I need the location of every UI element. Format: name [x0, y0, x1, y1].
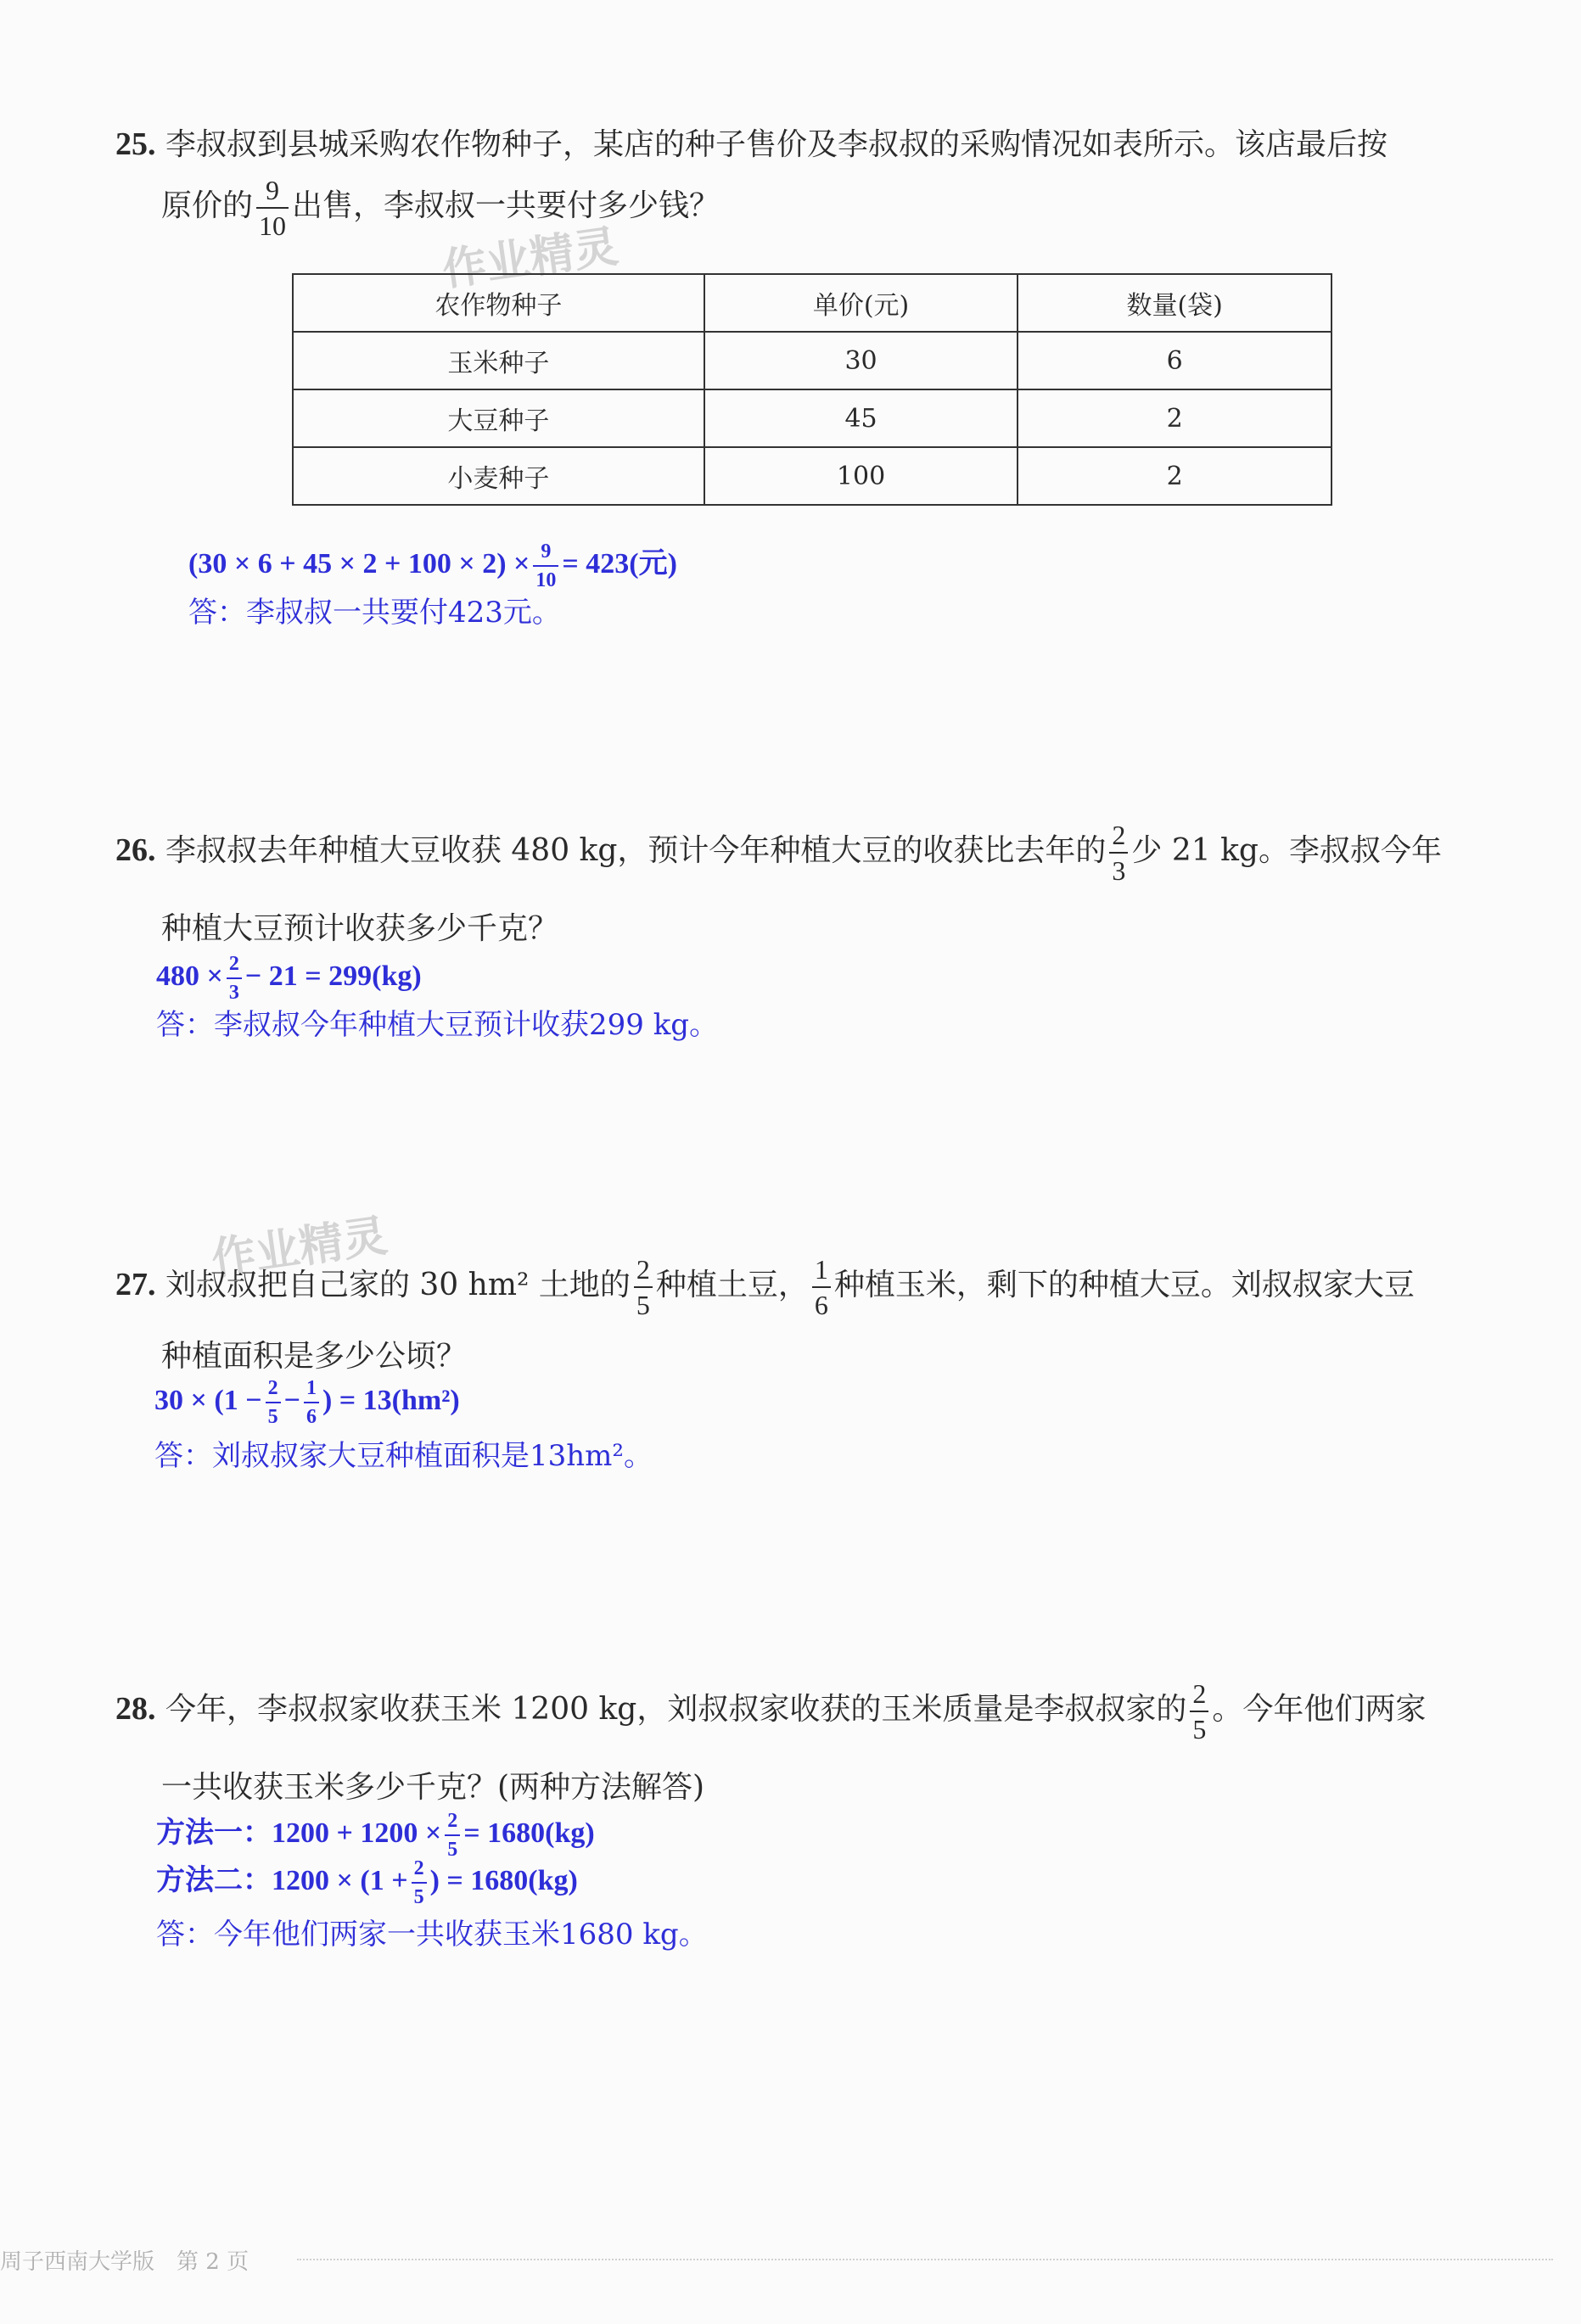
question-text: 种植玉米，剩下的种植大豆。刘叔叔家大豆	[833, 1268, 1415, 1302]
answer-method-1: 方法一：1200 + 1200 × $\frac{2}{5}$ = 1680(kg)	[156, 1810, 595, 1862]
question-text: 李叔叔到县城采购农作物种子，某店的种子售价及李叔叔的采购情况如表所示。该店最后按	[165, 127, 1388, 162]
question-27-line2: 种植面积是多少公顷？	[161, 1339, 468, 1374]
question-text: 。今年他们两家	[1212, 1692, 1427, 1727]
table-cell: 玉米种子	[293, 332, 704, 389]
table-row	[293, 447, 1332, 505]
question-28	[115, 1680, 1426, 1743]
question-number: 26.	[115, 832, 156, 868]
question-number: 28.	[115, 1691, 156, 1727]
table-header: 单价(元)	[704, 274, 1018, 332]
fraction: $\frac{2}{5}$	[266, 1378, 281, 1427]
question-text: 种植土豆，	[655, 1268, 809, 1302]
question-text: 少 21 kg。李叔叔今年	[1131, 833, 1442, 868]
answer-statement: 答：李叔叔今年种植大豆预计收获299 kg。	[156, 1008, 719, 1042]
answer-expression: 480 × $\frac{2}{3}$ − 21 = 299(kg)	[156, 953, 422, 1004]
answer-expression: (30 × 6 + 45 × 2 + 100 × 2) × $\frac{9}{10}$ = 423(元)	[188, 540, 677, 592]
question-26-line2: 种植大豆预计收获多少千克？	[161, 911, 559, 946]
table-cell: 100	[704, 447, 1018, 505]
fraction: $\frac{2}{5}$	[1190, 1680, 1208, 1743]
fraction: $\frac{2}{5}$	[445, 1811, 460, 1860]
question-text: 原价的	[161, 188, 254, 223]
fraction: $\frac{9}{10}$	[533, 541, 558, 591]
fraction: $\frac{2}{3}$	[227, 954, 242, 1003]
fraction: $\frac{1}{6}$	[304, 1378, 319, 1427]
table-cell: 大豆种子	[293, 389, 704, 447]
answer-statement: 答：刘叔叔家大豆种植面积是13hm²。	[154, 1439, 653, 1473]
table-cell: 6	[1018, 332, 1332, 389]
page-footer: 周子西南大学版 第 2 页	[0, 2249, 249, 2275]
table-header: 数量(袋)	[1018, 274, 1332, 332]
watermark: 作业精灵	[439, 221, 621, 297]
question-text: 今年，李叔叔家收获玉米 1200 kg，刘叔叔家收获的玉米质量是李叔叔家的	[165, 1692, 1187, 1727]
table-cell: 2	[1018, 447, 1332, 505]
answer-expression: 30 × (1 − $\frac{2}{5}$ − $\frac{1}{6}$ ) = 13(hm²)	[154, 1377, 460, 1428]
fraction: $\frac{2}{5}$	[412, 1858, 427, 1907]
table-cell: 45	[704, 389, 1018, 447]
footer-divider	[297, 2259, 1553, 2260]
question-25	[115, 120, 1388, 164]
question-text: 李叔叔去年种植大豆收获 480 kg，预计今年种植大豆的收获比去年的	[165, 833, 1107, 868]
table-row	[293, 332, 1332, 389]
seed-price-table	[292, 273, 1332, 506]
table-cell: 2	[1018, 389, 1332, 447]
answer-statement: 答：今年他们两家一共收获玉米1680 kg。	[156, 1918, 708, 1952]
question-number: 25.	[115, 126, 156, 162]
fraction: $\frac{1}{6}$	[812, 1256, 831, 1319]
table-header: 农作物种子	[293, 274, 704, 332]
question-27	[115, 1256, 1415, 1319]
answer-statement: 答：李叔叔一共要付423元。	[188, 596, 561, 630]
answer-method-2: 方法二：1200 × (1 + $\frac{2}{5}$ ) = 1680(kg)	[156, 1857, 578, 1909]
fraction: $\frac{2}{5}$	[634, 1256, 653, 1319]
fraction: $\frac{9}{10}$	[256, 176, 289, 239]
table-cell: 小麦种子	[293, 447, 704, 505]
fraction: $\frac{2}{3}$	[1109, 821, 1128, 884]
question-number: 27.	[115, 1267, 156, 1302]
question-26	[115, 821, 1442, 884]
question-text: 出售，李叔叔一共要付多少钱？	[292, 188, 720, 223]
watermark: 作业精灵	[208, 1210, 390, 1286]
question-28-line2: 一共收获玉米多少千克？(两种方法解答)	[161, 1770, 705, 1805]
table-cell: 30	[704, 332, 1018, 389]
question-25-line2	[161, 176, 720, 239]
question-text: 刘叔叔把自己家的 30 hm² 土地的	[165, 1268, 631, 1302]
table-row	[293, 389, 1332, 447]
table-header-row	[293, 274, 1332, 332]
